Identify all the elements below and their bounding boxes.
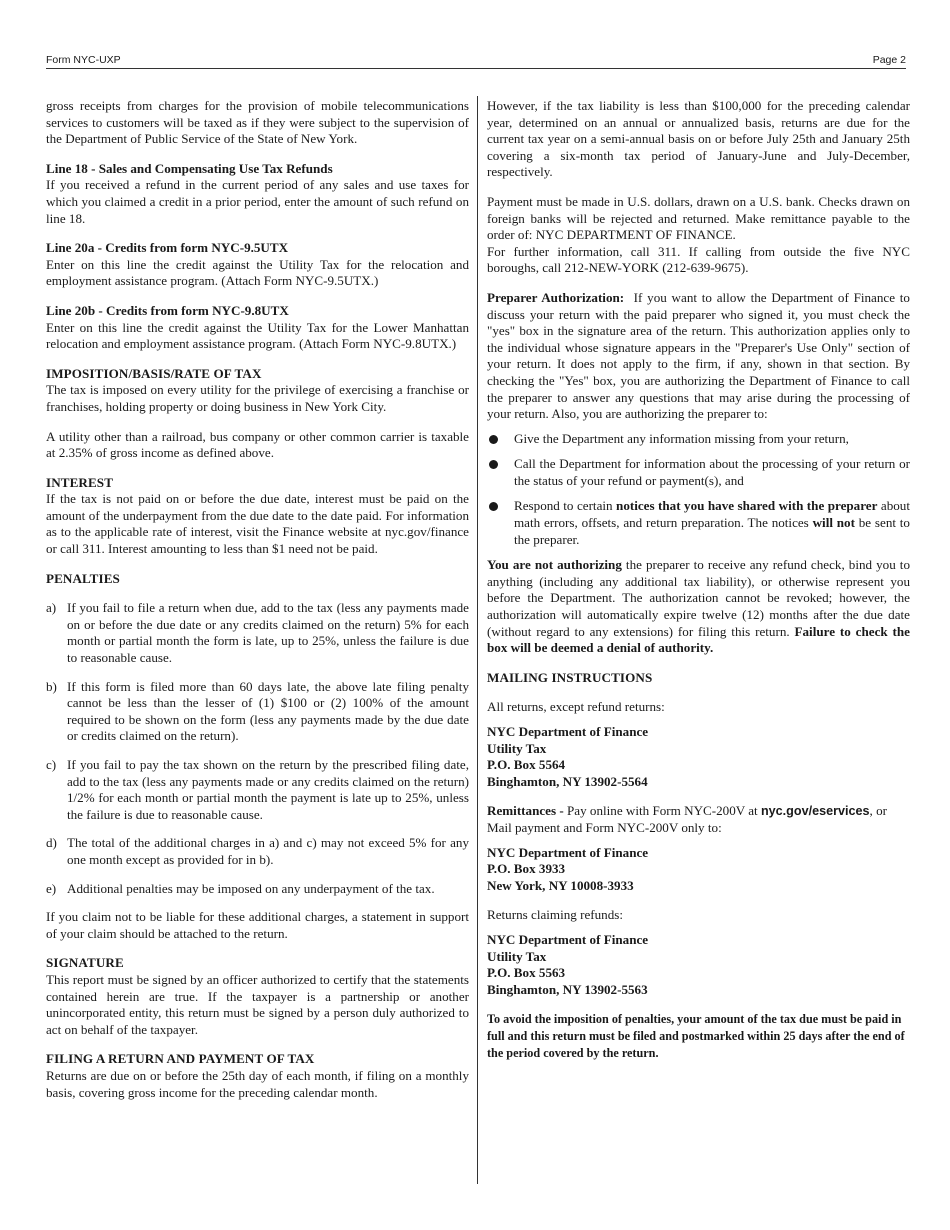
imposition-text-2: A utility other than a railroad, bus company or other common carrier is taxable at 2.35% of gross income as defined above. (46, 428, 469, 461)
line20b-heading: Line 20b - Credits from form NYC-9.8UTX (46, 302, 289, 318)
bullet-icon (487, 431, 514, 448)
line20a-text: Enter on this line the credit against the Utility Tax for the relocation and employment assistance program. (Attach Form NYC-9.5UTX.) (46, 256, 469, 289)
page-number: Page 2 (872, 54, 906, 66)
left-column (46, 98, 469, 1101)
list-item (46, 881, 469, 898)
imposition-heading: IMPOSITION/BASIS/RATE OF TAX (46, 365, 262, 381)
info-paragraph: For further information, call 311. If calling from outside the five NYC boroughs, call 212-NEW-YORK (212-639-9675). (487, 243, 910, 276)
address-block: NYC Department of Finance P.O. Box 3933 New York, NY 10008-3933 (487, 844, 649, 893)
refund-intro: Returns claiming refunds: (487, 907, 624, 923)
preparer-paragraph (487, 290, 910, 423)
line18-heading: Line 18 - Sales and Compensating Use Tax Refunds (46, 160, 333, 176)
item-letter: d) (46, 835, 57, 851)
intro-paragraph: gross receipts from charges for the provision of mobile telecommunications services to customers will be taxed as if they were subject to the supervision of the Department of Public Service of the State of New York. (46, 98, 469, 147)
not-authorizing-paragraph: You are not authorizing the preparer to receive any refund check, bind you to anything (including any additional tax liability), or otherwise represent you before the Department. The authorization cannot be revoked; however, the authorization will automatically expire twelve (12) months after the due date (without regard to any extensions) for filing this return. Failure to check the box will be deemed a denial of authority. (487, 557, 910, 656)
address-block: NYC Department of Finance Utility Tax P.O. Box 5564 Binghamton, NY 13902-5564 (487, 724, 649, 789)
item-text: If you fail to file a return when due, add to the tax (less any payments made on or before the due date or any credits claimed on the return) 5% for each month or partial month the form is late, up to 25%, unless the failure is due to reasonable cause. (67, 600, 469, 666)
bullet-text: Give the Department any information missing from your return, (514, 430, 849, 446)
semiannual-paragraph: However, if the tax liability is less than $100,000 for the preceding calendar year, determined on an annual or annualized basis, returns are due for the current tax year on a semi-annual basis on or before July 25th and January 25th covering a six-month tax period of January-June and July-December, respectively. (487, 98, 910, 180)
header-rule (46, 68, 906, 69)
line18-text: If you received a refund in the current period of any sales and use taxes for which you claimed a credit in a prior period, enter the amount of such refund on line 18. (46, 177, 469, 226)
line20a-heading: Line 20a - Credits from form NYC-9.5UTX (46, 240, 289, 256)
form-name: Form NYC-UXP (46, 54, 121, 66)
item-text: The total of the additional charges in a) and c) may not exceed 5% for any one month except as provided for in b). (67, 835, 469, 867)
list-item (46, 679, 469, 745)
list-item (46, 600, 469, 666)
eservices-link[interactable]: nyc.gov/eservices (760, 804, 870, 819)
closing-note: To avoid the imposition of penalties, your amount of the tax due must be paid in full and this return must be filed and postmarked within 25 days after the end of the period covered by the return. (487, 1012, 905, 1060)
bullet-text: Respond to certain notices that you have shared with the preparer about math errors, offsets, and return preparation. The notices will not be sent to the preparer. (514, 498, 910, 547)
mailing-heading: MAILING INSTRUCTIONS (487, 669, 653, 685)
item-text: If you fail to pay the tax shown on the return by the prescribed filing date, add to the tax (less any payments made or any credits claimed on the return) 1/2% for each month or partial month the payment is late up to 25%, unless the failure is due to reasonable cause. (67, 757, 469, 822)
interest-text: If the tax is not paid on or before the due date, interest must be paid on the amount of the underpayment from the due date to the date paid. For information as to the applicable rate of interest, visit the Finance website at nyc.gov/finance or call 311. Interest amounting to less than $1 need not be paid. (46, 491, 469, 557)
imposition-text-1: The tax is imposed on every utility for the privilege of exercising a franchise or franchises, holding property or doing business in New York City. (46, 382, 469, 414)
line20b-text: Enter on this line the credit against the Utility Tax for the Lower Manhattan relocation and employment assistance program. (Attach Form NYC-9.8UTX.) (46, 319, 469, 352)
right-column (487, 98, 910, 1061)
interest-heading: INTEREST (46, 474, 114, 490)
item-letter: e) (46, 880, 57, 896)
preparer-label: Preparer Authorization: (487, 289, 625, 305)
list-item (487, 431, 910, 448)
item-text: Additional penalties may be imposed on any underpayment of the tax. (67, 880, 435, 896)
column-divider (477, 96, 478, 1184)
list-item (46, 757, 469, 823)
item-letter: b) (46, 678, 57, 694)
item-letter: c) (46, 757, 57, 772)
list-item (46, 835, 469, 868)
mailing-intro: All returns, except refund returns: (487, 699, 665, 715)
filing-heading: FILING A RETURN AND PAYMENT OF TAX (46, 1051, 315, 1067)
item-text: If this form is filed more than 60 days late, the above late filing penalty cannot be less than the lesser of (1) $100 or (2) 100% of the amount required to be shown on the form (less any payments made by the due date or credits claimed on the return). (67, 678, 469, 744)
list-item (487, 456, 910, 489)
address-block: NYC Department of Finance Utility Tax P.O. Box 5563 Binghamton, NY 13902-5563 (487, 931, 649, 997)
signature-text: This report must be signed by an officer authorized to certify that the statements contained herein are true. If the taxpayer is a partnership or another unincorporated entity, this return must be signed by a person duly authorized to act on behalf of the taxpayer. (46, 971, 469, 1037)
penalties-note: If you claim not to be liable for these additional charges, a statement in support of your claim should be attached to the return. (46, 909, 469, 941)
penalties-list (46, 600, 469, 897)
item-letter: a) (46, 600, 57, 616)
filing-text: Returns are due on or before the 25th day of each month, if filing on a monthly basis, covering gross income for the preceding calendar month. (46, 1067, 469, 1100)
payment-paragraph: Payment must be made in U.S. dollars, drawn on a U.S. bank. Checks drawn on foreign banks will be rejected and returned. Make remittance payable to the order of: NYC DEPARTMENT OF FINANCE. (487, 193, 910, 243)
remittances-paragraph: Remittances - Pay online with Form NYC-200V at nyc.gov/eservices, or Mail payment and Form NYC-200V only to: (487, 803, 887, 835)
preparer-text: If you want to allow the Department of Finance to discuss your return with the paid preparer who signed it, you must check the "yes" box in the signature area of the return. This authorization applies only to the individual whose signature appears in the "Preparer's Use Only" section of your return. It does not apply to the firm, if any, shown in that section. By checking the "Yes" box, you are authorizing the Department of Finance to call the preparer to answer any questions that may arise during the processing of your return. Also, you are authorizing the preparer to: (487, 289, 910, 422)
signature-heading: SIGNATURE (46, 955, 124, 971)
penalties-heading: PENALTIES (46, 570, 120, 586)
page-header (46, 54, 906, 68)
bullet-icon (487, 456, 514, 489)
bullet-text: Call the Department for information about the processing of your return or the status of your refund or payment(s), and (514, 456, 910, 488)
list-item (487, 498, 910, 548)
bullet-icon (487, 498, 514, 548)
